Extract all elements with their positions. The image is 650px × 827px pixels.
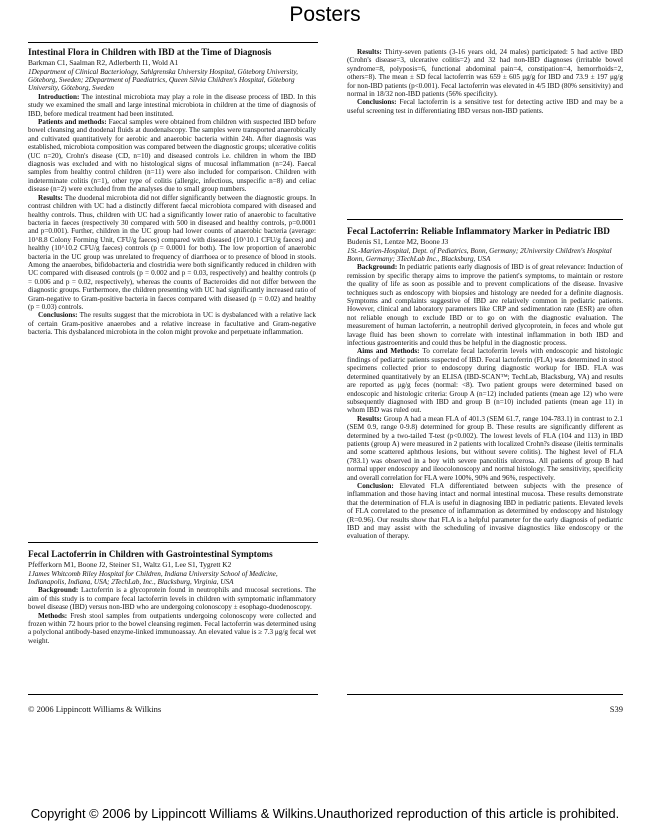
abstract-title: Fecal Lactoferrin in Children with Gastrointestinal Symptoms	[28, 549, 273, 559]
abstract-fecal-lactoferrin-pediatric	[347, 226, 623, 541]
footer-page-number: S39	[609, 704, 623, 714]
abstract-affiliation: 1St.-Marien-Hospital, Dept. of Pediatrics, Bonn, Germany; 2University Children's Hospital Bonn, Germany; 3TechLab Inc., Blacksburg, USA	[347, 246, 612, 264]
abstract-authors: Barkman C1, Saalman R2, Adlerberth I1, Wold A1	[28, 58, 179, 68]
methods-paragraph: Methods: Fresh stool samples from outpatients undergoing colonoscopy were collected and frozen within 72 hours prior to the bowel cleansing regimen. Fecal lactoferrin was determined using a polyclonal antibody-based enzyme-linked immunoassay. An elevated value is ≥ 7.3 μg/g fecal wet weight.	[28, 611, 317, 645]
abstract-fecal-lactoferrin-gi-continued	[347, 48, 623, 115]
introduction-paragraph: Introduction: The intestinal microbiota may play a role in the disease process of IBD. In this study we examined the small and large intestinal microbiota in children at the time of diagnosis of IBD, before medical treatment had been instituted.	[28, 92, 316, 118]
results-paragraph: Results: Thirty-seven patients (3-16 years old, 24 males) participated: 5 had active IBD (Crohn's disease=3, ulcerative colitis=2) and 32 had non-IBD diagnoses (irritable bowel syndrome=8, polyposis=6, functional abdominal pain=4, constipation=4, hemorrhoids=2, others=8). The mean ± SD fecal lactoferrin was 659 ± 605 μg/g for IBD and 73.9 ± 197 μg/g for non-IBD patients (p<0.001). Fecal lactoferrin was elevated in 4/5 IBD (80% sensitivity) and normal in 18/32 non-IBD patients (56% specificity).	[347, 48, 623, 99]
left-rule-2	[28, 542, 318, 543]
abstract-intestinal-flora	[28, 47, 316, 337]
results-paragraph: Results: The duodenal microbiota did not differ significantly between the diagnostic groups. In contrast children with UC had a distinctly different faecal microbiota compared with diseased and healthy controls. Thus, children with UC had a significantly lower ratio of anaerobic to facultative bacteria in faeces (respectively 30 compared with 500 in diseased and healthy controls, p=0.0001 and p=0.001). Further, children in the UC group had lower counts of anaerobic bacteria (average: 10^8.8 Colony Forming Unit, CFU/g faeces) compared with diseased (10^10.1 CFU/g faeces) and healthy (10^10.2 CFU/g faeces) controls (p = 0.0001 for both). The low proportion of anaerobic bacteria in the UC group was unrelated to frequency of diarrhoea or to presence of blood in stools. Among the anaerobes, bifidobacteria and clostridia were both significantly reduced in children with UC compared with diseased controls (p = 0.002 and p = 0.03, respectively) and healthy controls (p = 0.006 and p = 0.02, respectively), whereas the counts of Bacteroides did not differ between the diagnostic groups. Furthermore, the children presenting with UC had significantly increased ratio of Gram-negative to Gram-positive bacteria in faeces compared with diseased (p = 0.02) and healthy (p = 0.03) controls.	[28, 193, 316, 311]
abstract-authors: Budenis S1, Lentze M2, Boone J3	[347, 237, 449, 247]
abstract-fecal-lactoferrin-gi	[28, 549, 316, 645]
abstract-affiliation: 1Department of Clinical Bacteriology, Sahlgrenska University Hospital, Göteborg University, Göteborg, Sweden; 2Department of Paediatrics, Queen Silvia Children's Hospital, Göteborg University, Göteborg, Sweden	[28, 67, 298, 93]
copyright-notice: Copyright © 2006 by Lippincott Williams & Wilkins.Unauthorized reproduction of this article is prohibited.	[30, 806, 620, 821]
aims-methods-paragraph: Aims and Methods: To correlate fecal lactoferrin levels with endoscopic and histologic findings of pediatric patients suspected of IBD. Fecal lactoferrin (FLA) was determined in stool specimens collected prior to endoscopy during diagnostic workup for IBD. FLA was determined quantitatively by an ELISA (IBD-SCAN™; TechLab, Blacksburg, VA) and results are reported as μg/g feces (normal: <8). Two patient groups were determined based on endoscopic and histologic criteria: Group A (n=12) included patients (mean age 12) who were subsequently diagnosed with IBD and group B (n=10) included patients (mean age 11) in whom IBD was ruled out.	[347, 347, 623, 415]
conclusions-paragraph: Conclusions: The results suggest that the microbiota in UC is dysbalanced with a relative lack of certain Gram-positive anaerobes and a relative increase in facultative and Gram-negative bacteria. This dysbalanced microbiota in the colon might provoke and perpetuate inflammation.	[28, 311, 317, 337]
right-rule-1	[347, 219, 623, 220]
left-rule-3	[28, 694, 318, 695]
right-rule-2	[347, 694, 623, 695]
background-paragraph: Background: Lactoferrin is a glycoprotein found in neutrophils and mucosal secretions. The aim of this study is to compare fecal lactoferrin levels in children with symptomatic inflammatory bowel disease (IBD) versus non-IBD who are undergoing colonoscopy ± esophago-duodenoscopy.	[28, 586, 316, 612]
background-paragraph: Background: In pediatric patients early diagnosis of IBD is of great relevance: Induction of remission by specific therapy aims to improve the patient's symptoms, to maintain or restore the quality of life as soon as possible and to prevent complications of the disease. Invasive techniques such as endoscopy with biopsies and histology are needed for a definite diagnosis. Symptoms and complaints suggestive of IBD are relatively common in pediatric patients. However, clinical and laboratory parameters like CRP and sedimentation rate (ESR) are often not reliable enough to exclude IBD or to go on with the diagnostic evaluation. The measurement of human lactoferrin, a neutrophil derived glycoprotein, in feces and whole gut lavage fluid has been shown to correlate with intestinal inflammation in both IBD and infectious gastroenteritis and could thus be helpful in the diagnostic process.	[347, 263, 624, 348]
abstract-affiliation: 1James Whitcomb Riley Hospital for Children, Indiana University School of Medicine, Indianapolis, Indiana, USA; 2TechLab, Inc., Blacksburg, Virginia, USA	[28, 569, 278, 587]
results-paragraph: Results: Group A had a mean FLA of 401.3 (SEM 61.7, range 104-783.1) in contrast to 2.1 (SEM 0.9, range 0-9.8) determined for group B. These results are significantly different as determined by a two-tailed T-test (p<0.002). The lowest levels of FLA (104 and 113) in IBD patients (group A) were measured in 2 patients with localized Crohn?s disease (ileitis terminalis and some scattered aphthous lesions, but without severe colitis). The highest level of FLA (783.1) was observed in a boy with severe pancolitis ulcerosa. All patients of group B had normal upper endoscopy and ileocolonoscopy and normal histology. The sensitivity, specificity and overall correlation for FLA were 100%, 90% and 96%, respectively.	[347, 414, 624, 482]
methods-paragraph: Patients and methods: Faecal samples were obtained from children with suspected IBD before bowel cleansing and duodenal fluids at duodenalscopy. The samples were transported anaerobically and cultivated quantitatively for aerobic and anaerobic bacteria within 24h. After diagnosis was established, microbiota composition was compared between the diagnostic groups; ulcerative colitis (UC n=20), Crohn's disease (CD, n=10) and diseased controls i.e. children in whom the IBD diagnosis was excluded and with no histological signs of mucosal inflammation (n=24). Faecal samples from healthy control children (n=11) were also included for comparison. Children with indeterminate colitis (n=1), other type of colitis (allergic, infectious, unspecific n=8) and celiac disease (n=2) were excluded from the analyses due to small group numbers.	[28, 118, 316, 194]
left-rule-1	[28, 42, 318, 43]
abstract-authors: Pfefferkorn M1, Boone J2, Steiner S1, Waltz G1, Lee S1, Tygrett K2	[28, 560, 232, 570]
abstract-title: Intestinal Flora in Children with IBD at the Time of Diagnosis	[28, 47, 272, 57]
page-header: Posters	[289, 3, 361, 26]
abstract-title: Fecal Lactoferrin: Reliable Inflammatory Marker in Pediatric IBD	[347, 226, 610, 236]
footer-publisher: © 2006 Lippincott Williams & Wilkins	[28, 704, 162, 714]
conclusion-paragraph: Conclusion: Elevated FLA differentiated between subjects with the presence of inflammation and those having intact and normal intestinal mucosa. These results demonstrate that the determination of FLA is useful in diagnosing IBD in pediatric patients. Elevated levels of FLA correlated to the presence of inflammation as determined by endoscopy and histology (R=0.96). Our results show that FLA is a helpful parameter for the early diagnosis of pediatric IBD and may assist with the scheduling of invasive diagnostics like endoscopy or the evaluation of therapy.	[347, 481, 623, 541]
conclusions-paragraph: Conclusions: Fecal lactoferrin is a sensitive test for detecting active IBD and may be a useful screening test in differentiating IBD versus non-IBD patients.	[347, 98, 623, 115]
